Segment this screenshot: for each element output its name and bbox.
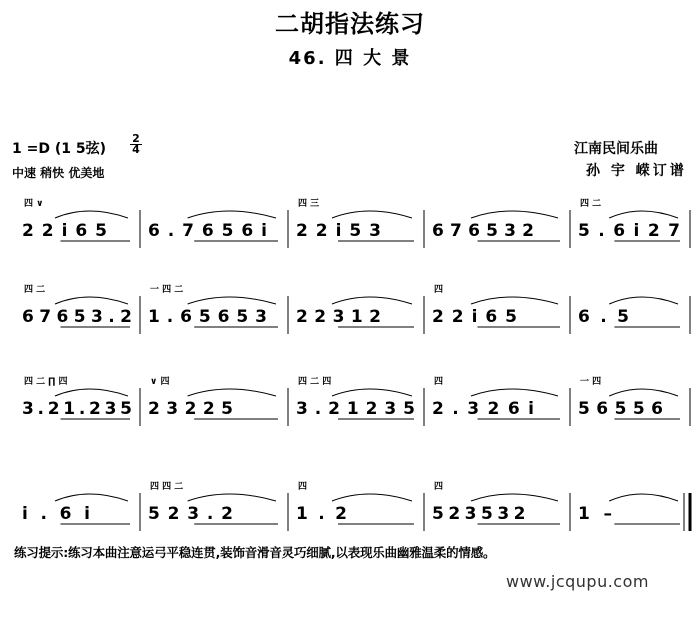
- key-signature: 1 =D (1 5弦): [12, 141, 106, 157]
- practice-hint: 练习提示:练习本曲注意运弓平稳连贯,装饰音滑音灵巧细腻,以表现乐曲幽雅温柔的情感。: [14, 545, 496, 560]
- fingering-marks: 四: [434, 285, 444, 295]
- measure-notes: 6 . 5: [578, 307, 629, 327]
- piece-title: 46. 四 大 景: [288, 48, 412, 69]
- fingering-marks: 四 二 ∏ 四: [24, 377, 68, 387]
- page-title: 二胡指法练习: [275, 10, 425, 38]
- fingering-marks: 四: [434, 377, 444, 387]
- slur: [188, 297, 276, 304]
- slur: [55, 494, 128, 501]
- slur: [188, 211, 276, 218]
- slur: [332, 297, 412, 304]
- piece-origin: 江南民间乐曲: [574, 141, 658, 157]
- slur: [332, 211, 412, 218]
- slur: [188, 494, 276, 501]
- slur: [471, 297, 558, 304]
- measure-notes: 2 2 i 6 5: [432, 307, 517, 327]
- slur: [471, 494, 558, 501]
- measure-notes: 6 . 7 6 5 6 i: [148, 221, 267, 241]
- measure-notes: 1 . 6 5 6 5 3: [148, 307, 267, 327]
- slur: [609, 494, 678, 501]
- measure-notes: i . 6 i: [22, 504, 90, 524]
- measure-notes: 5 6 5 5 6: [578, 399, 663, 419]
- measure-notes: 6 7 6 5 3 . 2: [22, 307, 132, 327]
- slur: [609, 389, 678, 396]
- fingering-marks: 四 二 四: [298, 377, 332, 387]
- slur: [55, 297, 128, 304]
- measure-notes: 5 . 6 i 2 7: [578, 221, 680, 241]
- score-editor: 孙 宇 嵘订谱: [586, 163, 687, 179]
- fingering-marks: 四: [434, 482, 444, 492]
- measure-notes: 1 –: [578, 504, 612, 524]
- slur: [332, 494, 412, 501]
- fingering-marks: 一 四 二: [150, 285, 184, 295]
- measure-notes: 3 . 2 1 . 2 3 5: [22, 399, 132, 419]
- time-signature-top: 2: [132, 132, 140, 145]
- measure-notes: 2 2 3 1 2: [296, 307, 381, 327]
- fingering-marks: 四 四 二: [150, 482, 184, 492]
- fingering-marks: 四 三: [298, 199, 320, 209]
- fingering-marks: 四 二: [24, 285, 46, 295]
- fingering-marks: 四 ∨: [24, 199, 44, 209]
- slur: [332, 389, 412, 396]
- measure-notes: 2 . 3 2 6 i: [432, 399, 534, 419]
- measure-notes: 2 2 i 6 5: [22, 221, 107, 241]
- site-watermark: www.jcqupu.com: [506, 572, 649, 591]
- slur: [471, 389, 558, 396]
- measure-notes: 5 2 3 5 3 2: [432, 504, 526, 524]
- slur: [55, 389, 128, 396]
- measure-notes: 3 . 2 1 2 3 5: [296, 399, 415, 419]
- measure-notes: 5 2 3 . 2: [148, 504, 233, 524]
- slur: [471, 211, 558, 218]
- measure-notes: 1 . 2: [296, 504, 347, 524]
- slur: [188, 389, 276, 396]
- fingering-marks: 一 四: [580, 377, 602, 387]
- slur: [609, 297, 678, 304]
- measure-notes: 2 2 i 5 3: [296, 221, 381, 241]
- measure-notes: 2 3 2 2 5: [148, 399, 233, 419]
- measure-notes: 6 7 6 5 3 2: [432, 221, 534, 241]
- slur: [609, 211, 678, 218]
- tempo-marking: 中速 稍快 优美地: [12, 166, 105, 180]
- time-signature-bottom: 4: [130, 144, 142, 155]
- fingering-marks: 四: [298, 482, 308, 492]
- slur: [55, 211, 128, 218]
- fingering-marks: ∨ 四: [150, 377, 170, 387]
- fingering-marks: 四 二: [580, 199, 602, 209]
